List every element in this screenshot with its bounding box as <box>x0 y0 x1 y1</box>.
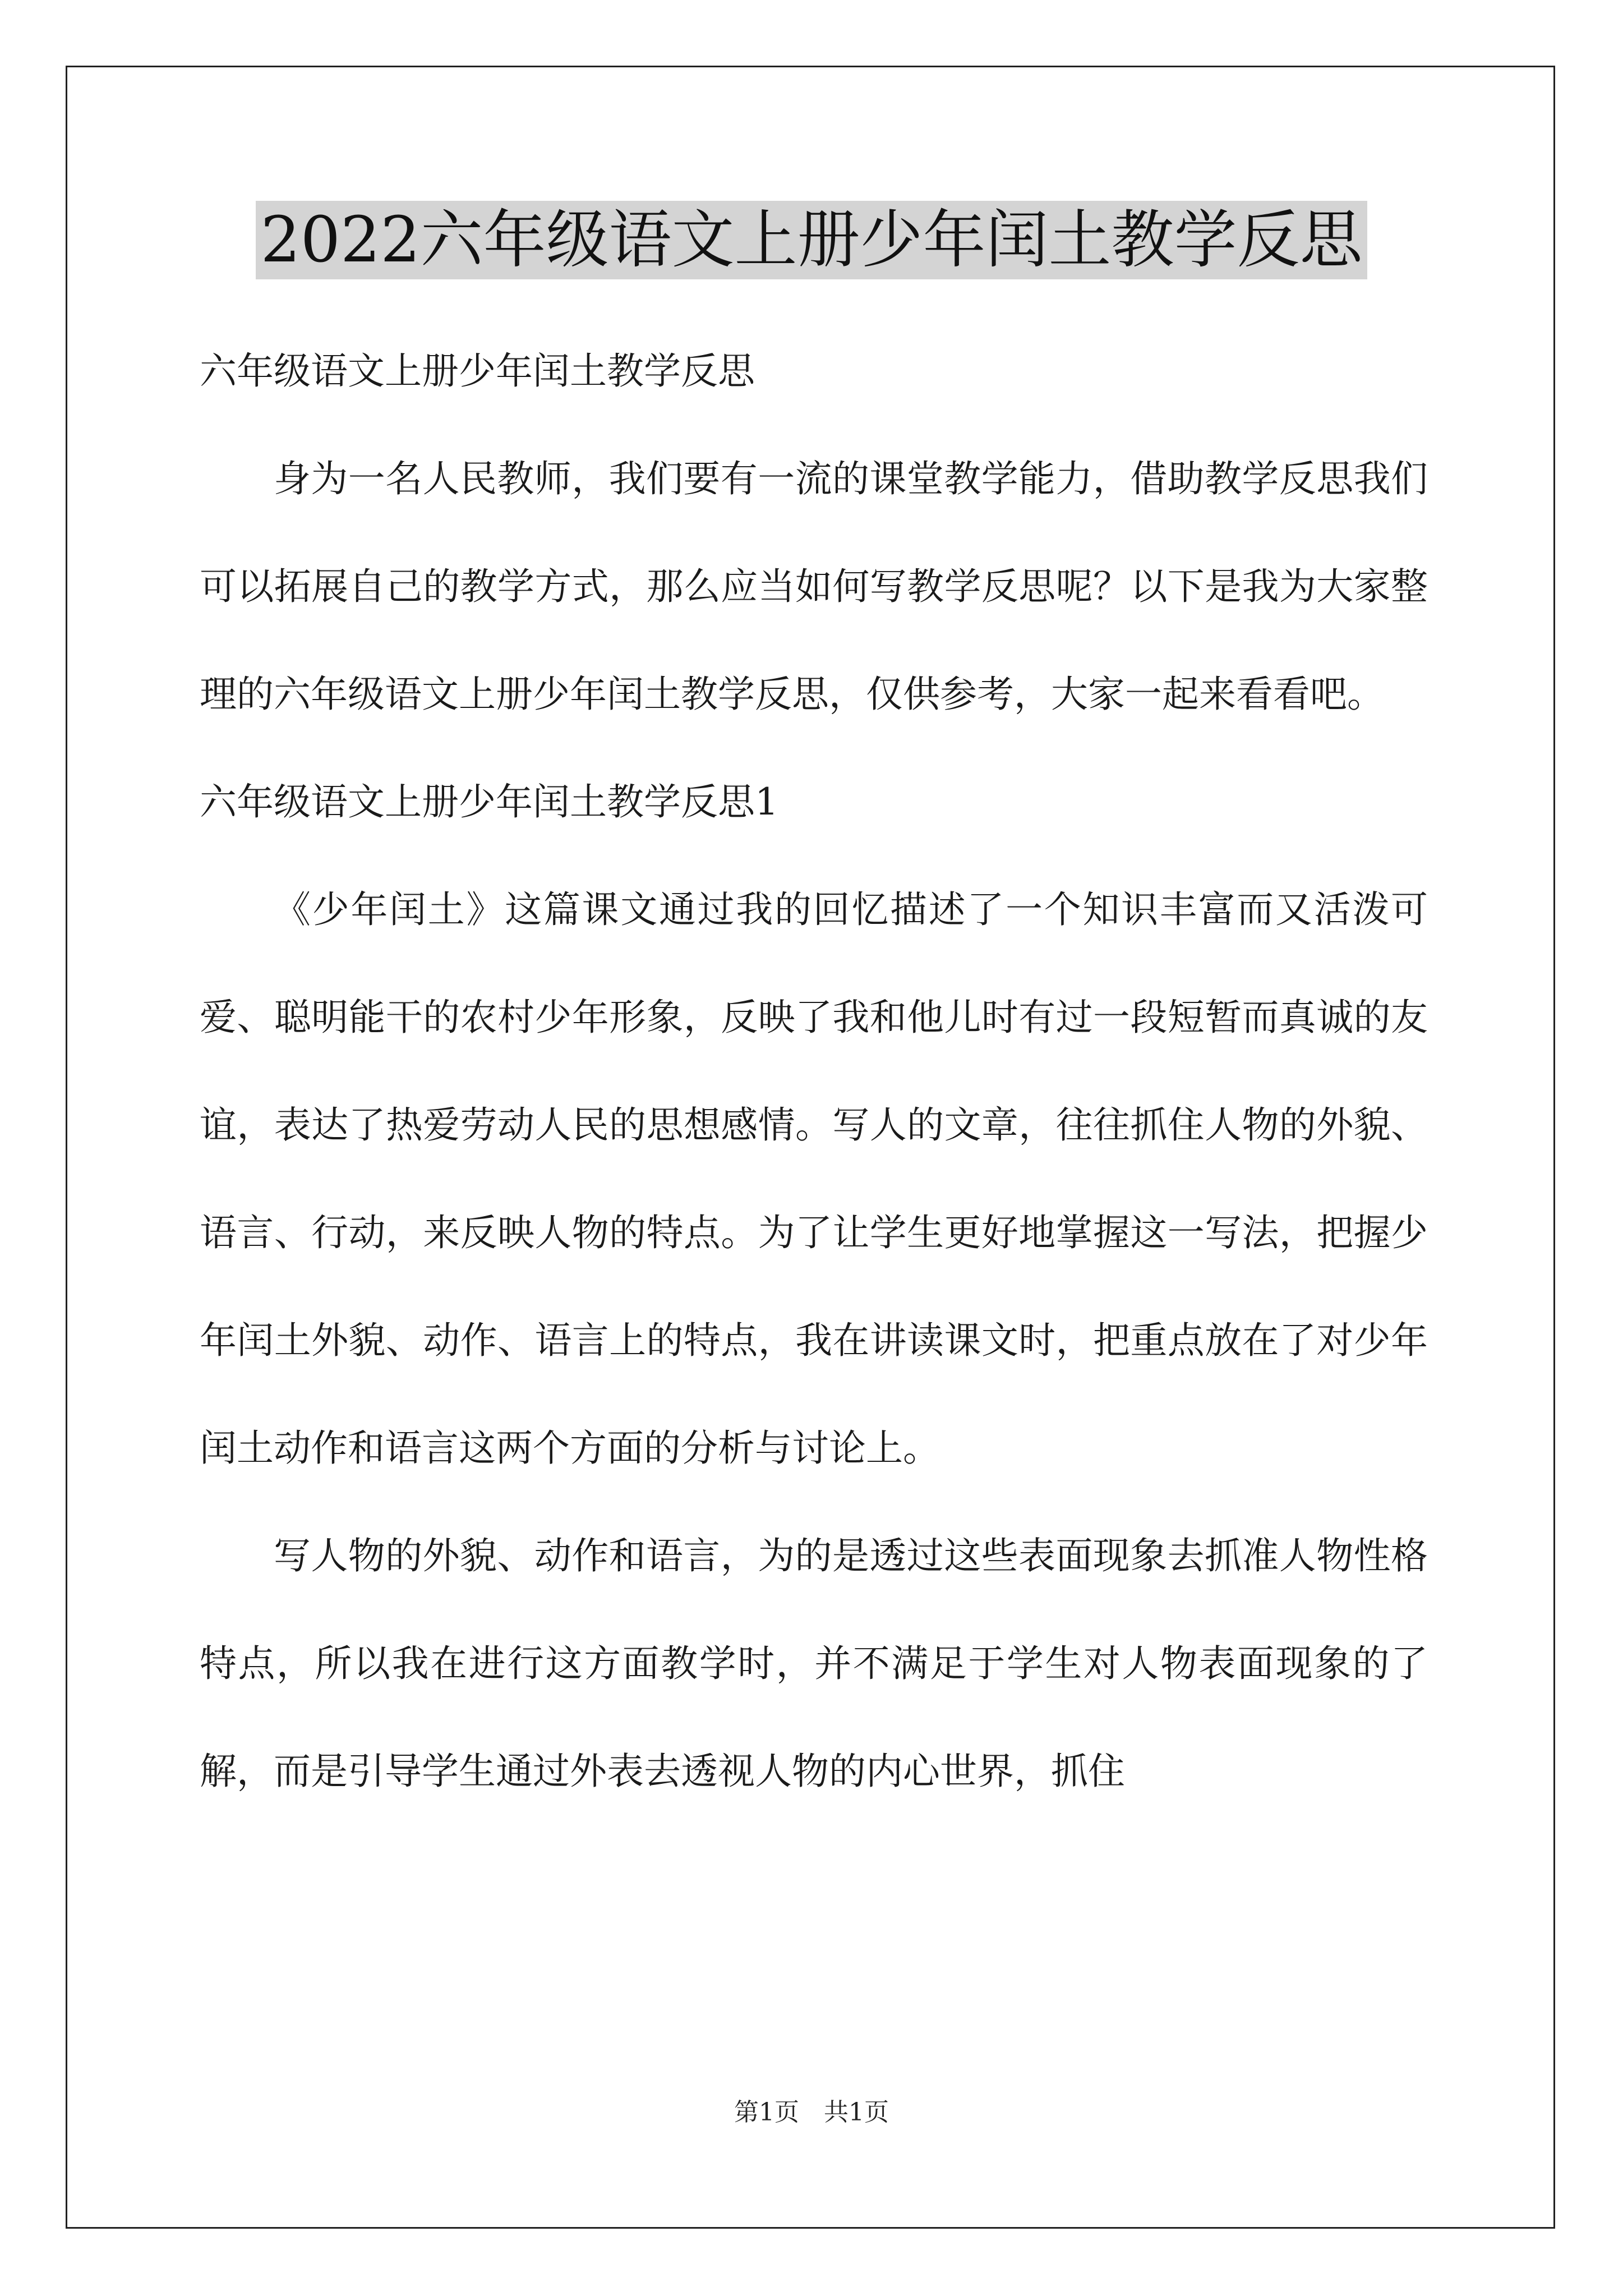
paragraph: 六年级语文上册少年闰土教学反思 <box>200 349 755 393</box>
page-footer <box>0 2096 1623 2129</box>
document-title: 2022六年级语文上册少年闰土教学反思 <box>256 201 1367 279</box>
paragraph: 写人物的外貌、动作和语言，为的是透过这些表面现象去抓准人物性格特点，所以我在进行这方面教学时，并不满足于学生对人物表面现象的了解，而是引导学生通过外表去透视人物的内心世界，抓住 <box>200 1534 1428 1793</box>
paragraph: 《少年闰土》这篇课文通过我的回忆描述了一个知识丰富而又活泼可爱、聪明能干的农村少年形象，反映了我和他儿时有过一段短暂而真诚的友谊，表达了热爱劳动人民的思想感情。写人的文章，往往抓住人物的外貌、语言、行动，来反映人物的特点。为了让学生更好地掌握这一写法，把握少年闰土外貌、动作、语言上的特点，我在讲读课文时，把重点放在了对少年闰土动作和语言这两个方面的分析与讨论上。 <box>200 888 1428 1470</box>
page-number-current: 第1页 <box>734 2098 799 2127</box>
paragraph: 身为一名人民教师，我们要有一流的课堂教学能力，借助教学反思我们可以拓展自己的教学方式，那么应当如何写教学反思呢？以下是我为大家整理的六年级语文上册少年闰土教学反思，仅供参考，大家一起来看看吧。 <box>200 457 1428 716</box>
paragraph: 六年级语文上册少年闰土教学反思1 <box>200 780 778 823</box>
document-body <box>200 318 1428 1825</box>
page-number-total: 共1页 <box>824 2098 889 2127</box>
title-wrap <box>0 201 1623 279</box>
